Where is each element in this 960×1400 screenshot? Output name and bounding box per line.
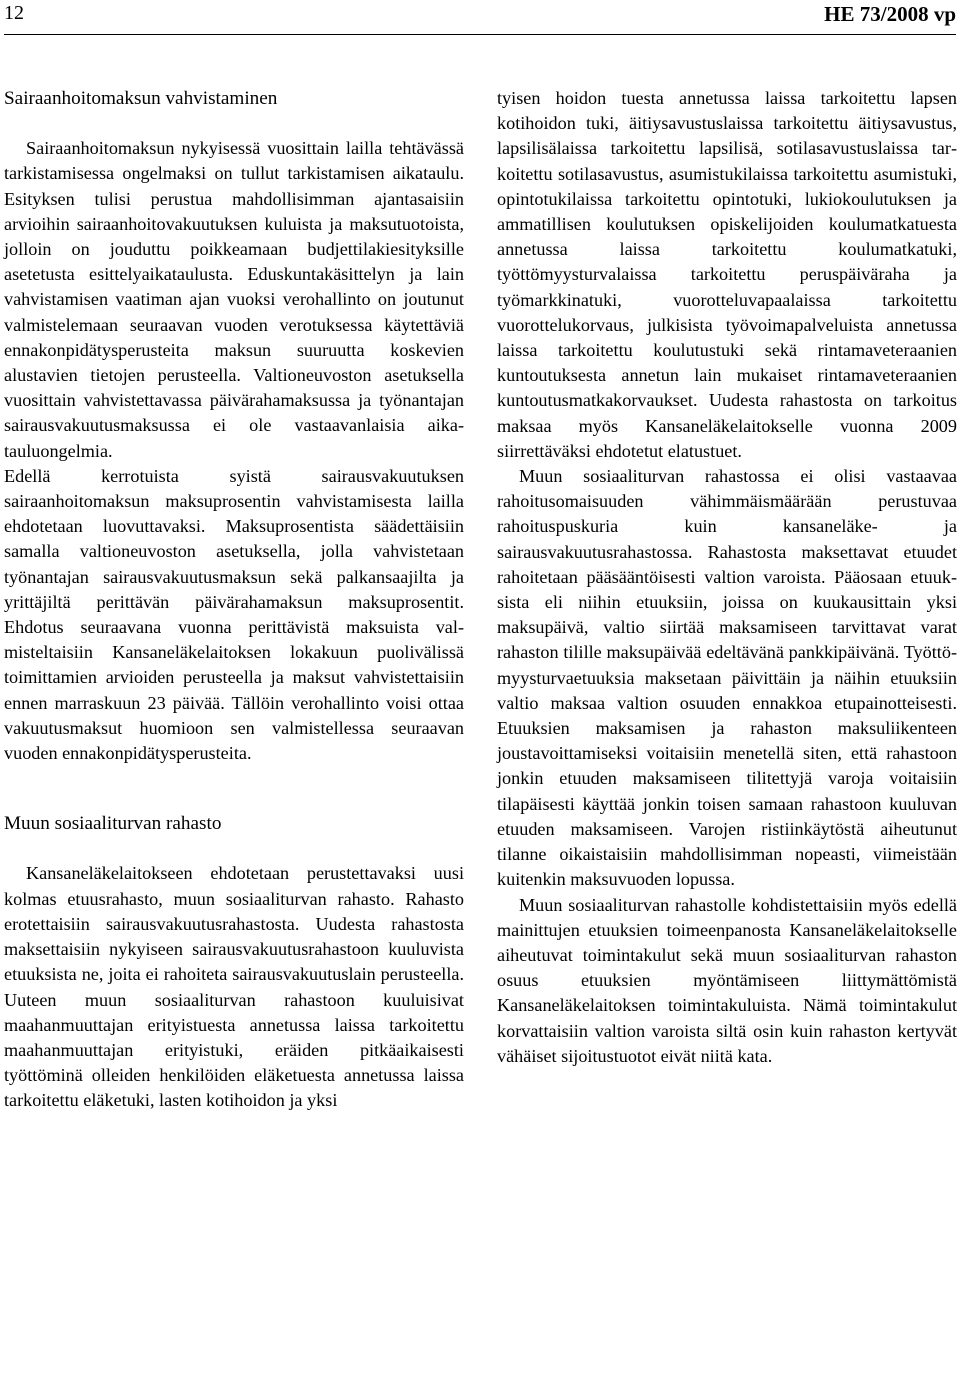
page-header — [4, 0, 956, 34]
header-rule — [4, 34, 956, 35]
paragraph: Edellä kerrotuista syistä sairausvakuutuksen sairaanhoitomaksun maksuprosentin vahvistamisesta lailla ehdotetaan luovuttavaksi. Maksuprosentista säädettäisiin samalla valtioneuvoston asetuksella, jolla vahvistetaan työnantajan sairausvakuutusmaksun sekä palkansaajilta ja yrittäjiltä perittävän päivärahamaksun maksuprosentit. Ehdotus seuraavana vuonna perittävistä maksuista valmisteltaisiin Kansaneläkelaitoksen lokakuun puolivälissä toimittamien arvioiden perusteella ja maksut vahvistettaisiin ennen marraskuun 23 päivää. Tällöin verohallinto voisi ottaa vakuutusmaksut huomioon sen valmistellessa seuraavan vuoden ennakonpidätysperusteita. — [4, 465, 464, 764]
page-number: 12 — [4, 2, 24, 24]
paragraph: Kansaneläkelaitokseen ehdotetaan perustettavaksi uusi kolmas etuusrahasto, muun sosiaaliturvan rahasto. Rahasto erotettaisiin sairausvakuutusrahastosta. Uudesta rahastosta maksettaisiin nykyiseen sairausvakuutusrahastoon kuuluvista etuuksista ne, joita ei rahoiteta sairausvakuutuslain perusteella. Uuteen muun sosiaaliturvan rahastoon kuuluisivat maahanmuuttajan erityistuesta annetussa laissa tarkoitettu maahanmuuttajan erityistuki, eräiden pitkäaikaisesti työttöminä olleiden henkilöiden eläketuesta annetussa laissa tarkoitettu eläketuki, lasten kotihoidon ja yksi — [4, 863, 464, 1111]
spacer — [4, 836, 464, 861]
section-heading-muun-sosiaaliturvan-rahasto: Muun sosiaaliturvan rahasto — [4, 813, 222, 835]
paragraph: Muun sosiaaliturvan rahastossa ei olisi vastaavaa rahoitusomaisuuden vähimmäismäärään perustuvaa rahoituspuskuria kuin kansaneläke- ja sairausvakuutusrahastossa. Rahastosta maksettavat etuudet rahoitetaan pääsääntöisesti valtion varoista. Pääosaan etuuksista eli niihin etuuksiin, joissa on kuukausittain yksi maksupäivä, valtio siirtää maksamiseen tarvittavat varat rahaston tilille maksupäivää edeltävänä pankkipäivänä. Työttömyysturvaetuuksia maksetaan päivittäin ja näihin etuuksiin valtio maksaa valtion osuuden ennakkoa etupainotteisesti. Etuuksien maksamisen ja rahaston maksuliikenteen joustavoittamiseksi voitaisiin menetellä siten, että rahastoon jonkin etuuden maksamiseen tilitettyjä varoja voitaisiin tilapäisesti käyttää jonkin toisen samaan rahastoon kuuluvan etuuden maksamiseen. Varojen ristiinkäytöstä aiheutunut tilanne oikaistaisiin mahdollisimman nopeasti, viimeistään kuitenkin maksuvuoden lopussa. — [497, 466, 957, 890]
paragraph: Sairaanhoitomaksun nykyisessä vuosittain lailla tehtävässä tarkistamisessa ongelmaksi on tullut tarkistamisen aikataulu. Esityksen tulisi perustua mahdollisimman ajantasaisiin arvioihin sairaanhoitovakuutuksen kuluista ja maksutuotoista, jolloin on jouduttu poikkeamaan budjettilakiesityksille asetetusta esittelyaikataulusta. Eduskuntakäsittelyn ja lain vahvistamisen vaatiman ajan vuoksi verohallinto on joutunut valmistelemaan seuraavan vuoden verotuksessa käytettäviä ennakonpidätysperusteita maksun suuruutta koskevien alustavien tietojen perusteella. Valtioneuvoston asetuksella vuosittain vahvistettavassa päivärahamaksussa ja työnantajan sairausvakuutusmaksussa ei ole vastaavanlaisia aikatauluongelmia. — [4, 138, 464, 461]
left-column — [4, 86, 464, 1114]
right-column — [497, 86, 957, 1069]
document-id: HE 73/2008 vp — [824, 2, 956, 26]
spacer — [4, 111, 464, 136]
paragraph: Muun sosiaaliturvan rahastolle kohdistettaisiin myös edellä mainittujen etuuksien toimeenpanosta Kansaneläkelaitokselle aiheutuvat toimintakulut sekä muun sosiaaliturvan rahaston osuus etuuksien myöntämiseen liittymättömistä Kansaneläkelaitoksen toimintakuluista. Nämä toimintakulut korvattaisiin valtion varoista siltä osin kuin rahaston kertyvät vähäiset sijoitustuotot eivät niitä kata. — [497, 894, 957, 1066]
spacer — [4, 766, 464, 811]
paragraph-continued: tyisen hoidon tuesta annetussa laissa tarkoitettu lapsen kotihoidon tuki, äitiysavustuslaissa tarkoitettu äitiysavustus, lapsilisälaissa tarkoitettu lapsilisä, sotilasavustuslaissa tarkoitettu sotilasavustus, asumistukilaissa tarkoitettu asumistuki, opintotukilaissa tarkoitettu opintotuki, lukiokoulutuksen ja ammatillisen koulutuksen opiskelijoiden koulumatkatuesta annetussa laissa tarkoitettu koulumatkatuki, työttömyysturvalaissa tarkoitettu peruspäiväraha ja työmarkkinatuki, vuorotteluvapaalaissa tarkoitettu vuorottelukorvaus, julkisista työvoimapalveluista annetussa laissa tarkoitettu koulutustuki sekä rintamaveteraanien kuntoutuksesta annetun lain mukaiset rintamaveteraanien kuntoutusmatkakorvaukset. Uudesta rahastosta on tarkoitus maksaa myös Kansaneläkelaitokselle vuonna 2009 siirrettäväksi ehdotetut elatustuet. — [497, 88, 957, 461]
section-heading-sairaanhoitomaksu: Sairaanhoitomaksun vahvistaminen — [4, 88, 278, 109]
